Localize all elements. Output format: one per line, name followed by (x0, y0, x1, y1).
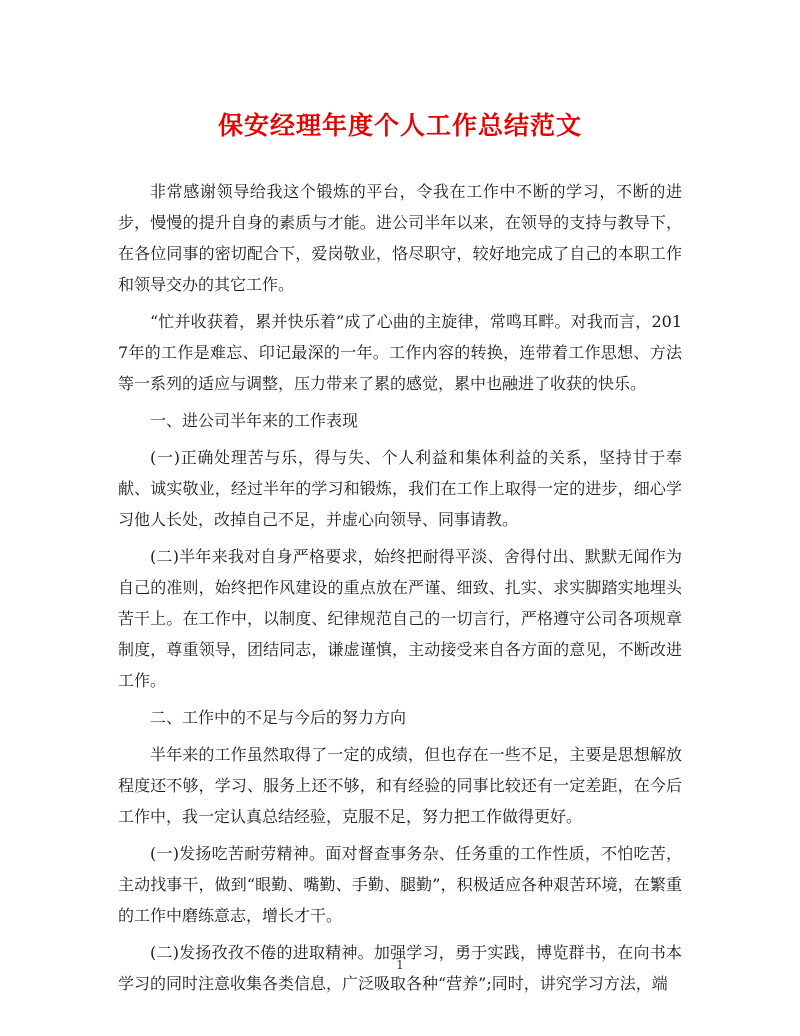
paragraph-2-1: (一)发扬吃苦耐劳精神。面对督查事务杂、任务重的工作性质，不怕吃苦，主动找事干，做到“眼勤、嘴勤、手勤、腿勤”，积极适应各种艰苦环境，在繁重的工作中磨练意志，增长才干。 (118, 844, 682, 925)
paragraph-2-2: (二)发扬孜孜不倦的进取精神。加强学习，勇于实践，博览群书，在向书本学习的同时注意收集各类信息，广泛吸取各种“营养”;同时，讲究学习方法，端 (118, 943, 682, 993)
page-number: 1 (396, 958, 404, 972)
section-heading-2: 二、工作中的不足与今后的努力方向 (150, 708, 407, 727)
paragraph-1-1: (一)正确处理苦与乐，得与失、个人利益和集体利益的关系，坚持甘于奉献、诚实敬业，经过半年的学习和锻炼，我们在工作上取得一定的进步，细心学习他人长处，改掉自己不足，并虚心向领导、同事请教。 (118, 448, 682, 529)
paragraph-2-intro: 半年来的工作虽然取得了一定的成绩，但也存在一些不足，主要是思想解放程度还不够，学习、服务上还不够，和有经验的同事比较还有一定差距，在今后工作中，我一定认真总结经验，克服不足，努力把工作做得更好。 (118, 745, 682, 826)
paragraph-intro: 非常感谢领导给我这个锻炼的平台，令我在工作中不断的学习，不断的进步，慢慢的提升自身的素质与才能。进公司半年以来，在领导的支持与教导下，在各位同事的密切配合下，爱岗敬业，恪尽职守，较好地完成了自己的本职工作和领导交办的其它工作。 (118, 182, 682, 294)
section-heading-1: 一、进公司半年来的工作表现 (150, 411, 359, 430)
document-body (118, 176, 682, 999)
paragraph-1-2: (二)半年来我对自身严格要求，始终把耐得平淡、舍得付出、默默无闻作为自己的准则，始终把作风建设的重点放在严谨、细致、扎实、求实脚踏实地埋头苦干上。在工作中，以制度、纪律规范自己的一切言行，严格遵守公司各项规章制度，尊重领导，团结同志，谦虚谨慎，主动接受来自各方面的意见，不断改进工作。 (118, 547, 682, 690)
paragraph-motto: “忙并收获着，累并快乐着”成了心曲的主旋律，常鸣耳畔。对我而言，2017年的工作是难忘、印记最深的一年。工作内容的转换，连带着工作思想、方法等一系列的适应与调整，压力带来了累的感觉，累中也融进了收获的快乐。 (118, 312, 682, 393)
document-title: 保安经理年度个人工作总结范文 (217, 111, 582, 140)
